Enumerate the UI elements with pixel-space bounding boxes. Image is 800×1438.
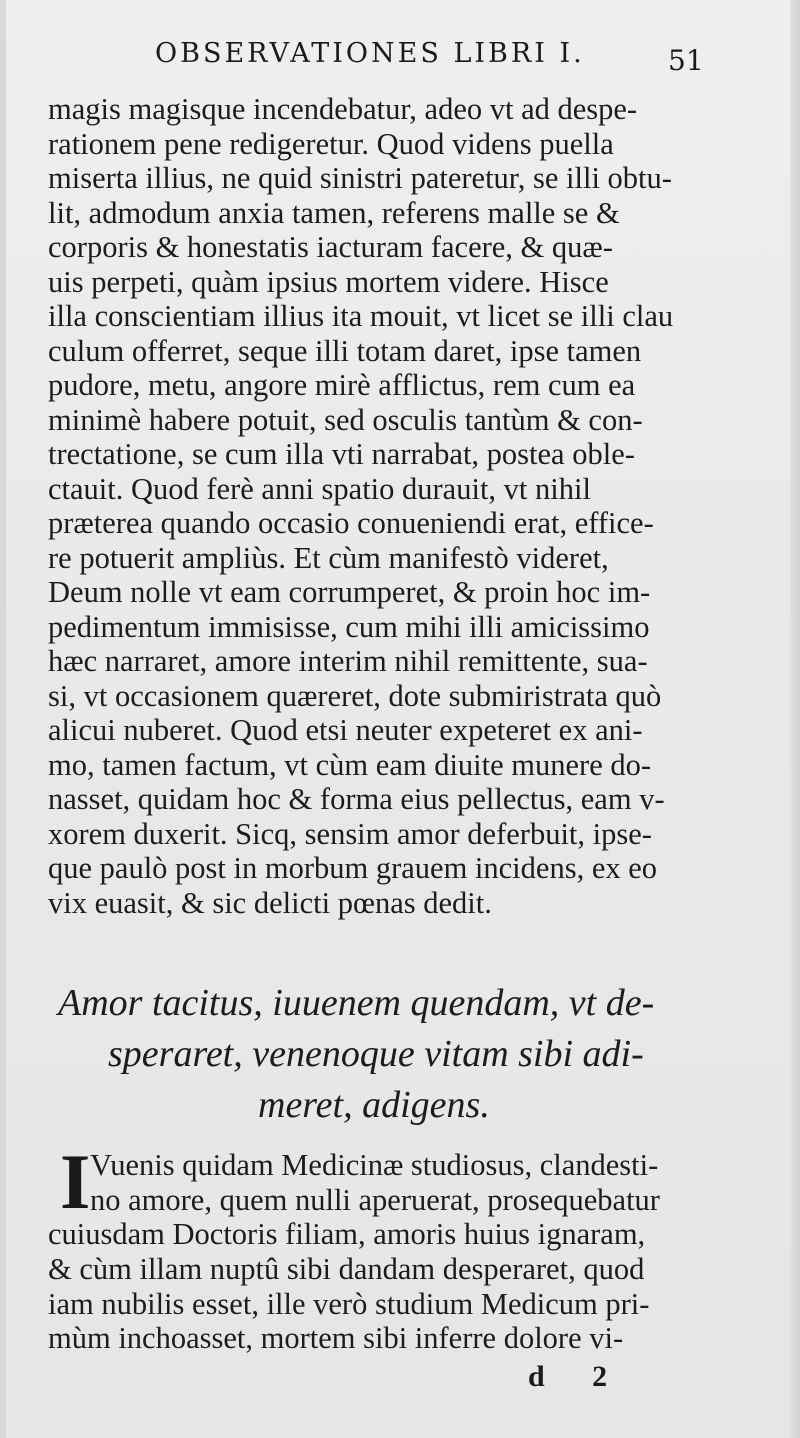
heading-line: Amor tacitus, iuuenem quendam, vt de- <box>58 982 655 1024</box>
text-line: hæc narraret, amore interim nihil remittente, sua- <box>48 644 648 678</box>
text-line: vix euasit, & sic delicti pœnas dedit. <box>48 885 492 920</box>
text-line: mùm inchoasset, mortem sibi inferre dolore vi- <box>48 1321 624 1356</box>
text-line: iam nubilis esset, ille verò studium Medicum pri- <box>48 1286 650 1321</box>
text-line: trectatione, se cum illa vti narrabat, postea oble- <box>48 437 635 471</box>
text-line: illa conscientiam illius ita mouit, vt licet se illi clau <box>48 299 674 333</box>
text-line: alicui nuberet. Quod etsi neuter expeteret ex ani- <box>48 713 643 747</box>
text-line: cuiusdam Doctoris filiam, amoris huius ignaram, <box>48 1217 646 1252</box>
paragraph-1 <box>48 92 718 920</box>
page-right-edge <box>790 0 800 1438</box>
heading-line: meret, adigens. <box>258 1084 490 1126</box>
text-line: magis magisque incendebatur, adeo vt ad despe- <box>48 92 638 126</box>
text-line: uis perpeti, quàm ipsius mortem videre. Hisce <box>48 264 609 299</box>
text-line: ctauit. Quod ferè anni spatio durauit, vt nihil <box>48 471 591 506</box>
running-title: OBSERVATIONES LIBRI I. <box>155 38 585 69</box>
text-line: præterea quando occasio conueniendi erat, effice- <box>48 506 654 540</box>
text-line: mo, tamen factum, vt cùm eam diuite munere do- <box>48 747 652 782</box>
text-line: re potuerit ampliùs. Et cùm manifestò videret, <box>48 540 609 575</box>
text-line: xorem duxerit. Sicq, sensim amor deferbuit, ipse- <box>48 816 652 851</box>
text-line: & cùm illam nuptû sibi dandam desperaret, quod <box>48 1252 645 1287</box>
text-line: pudore, metu, angore mirè afflictus, rem cum ea <box>48 368 636 402</box>
heading-line: speraret, venenoque vitam sibi adi- <box>108 1033 644 1075</box>
text-line: nasset, quidam hoc & forma eius pellectus, eam v- <box>48 782 665 816</box>
page-number: 51 <box>668 44 704 77</box>
text-line: Deum nolle vt eam corrumperet, & proin hoc im- <box>48 575 651 609</box>
text-line: Vuenis quidam Medicinæ studiosus, clandesti- <box>90 1148 659 1182</box>
signature-mark: d 2 <box>528 1360 628 1393</box>
text-line: rationem pene redigeretur. Quod videns puella <box>48 126 614 161</box>
text-line: minimè habere potuit, sed osculis tantùm & con- <box>48 402 643 437</box>
drop-cap: I <box>60 1138 91 1225</box>
text-line: miserta illius, ne quid sinistri pateretur, se illi obtu- <box>48 161 672 195</box>
text-line: que paulò post in morbum grauem incidens, ex eo <box>48 851 658 885</box>
text-line: corporis & honestatis iacturam facere, & quæ- <box>48 230 613 264</box>
text-line: si, vt occasionem quæreret, dote submiristrata quò <box>48 678 662 713</box>
text-line: culum offerret, seque illi totam daret, ipse tamen <box>48 333 642 368</box>
section-heading <box>40 978 740 1131</box>
text-line: lit, admodum anxia tamen, referens malle se & <box>48 195 620 230</box>
page-left-edge <box>0 0 6 1438</box>
text-line: no amore, quem nulli aperuerat, prosequebatur <box>90 1182 660 1217</box>
text-line: pedimentum immisisse, cum mihi illi amicissimo <box>48 609 650 644</box>
paragraph-2 <box>48 1138 718 1356</box>
